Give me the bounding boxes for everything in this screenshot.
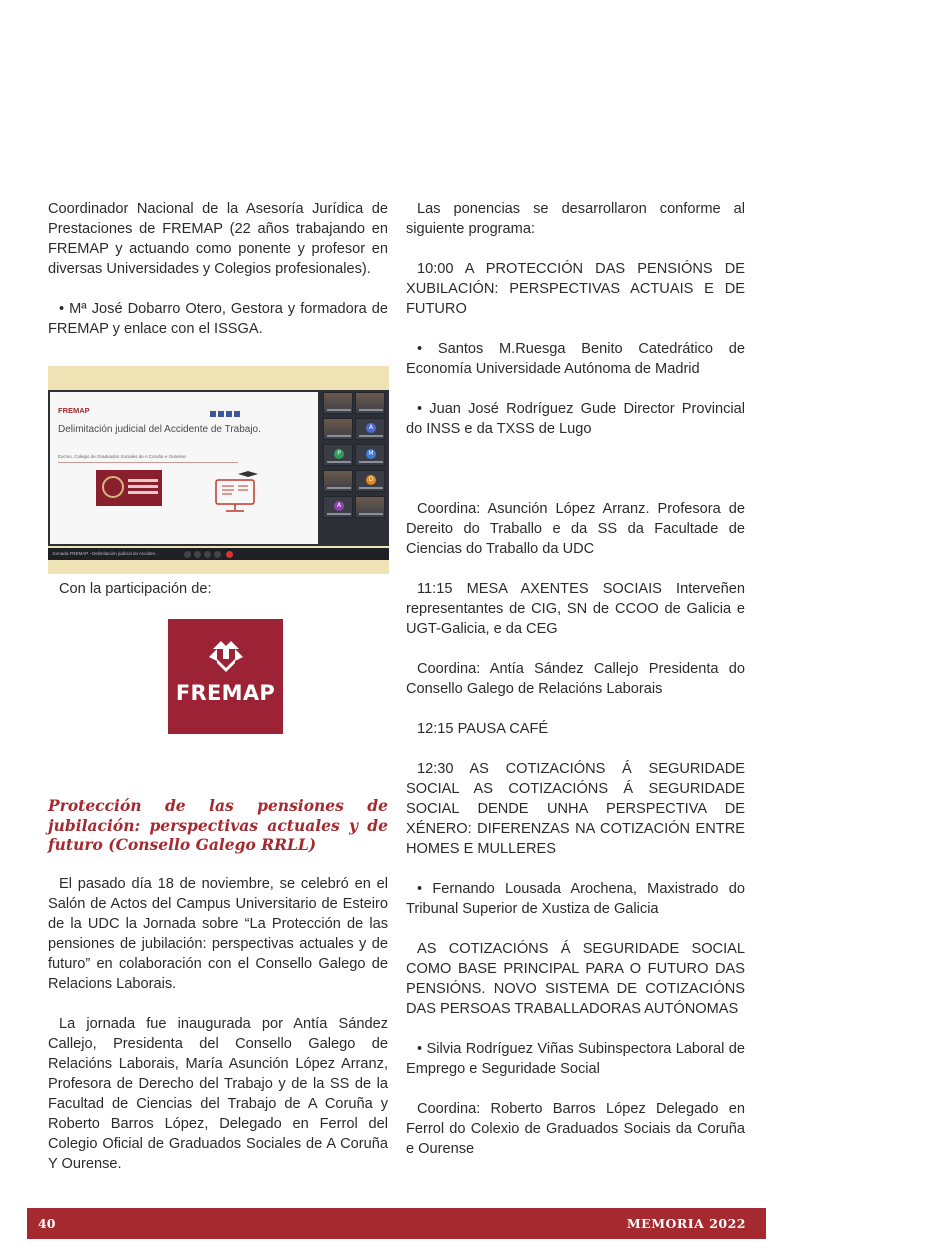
program-paragraph: Coordina: Antía Sández Callejo Presidenta do Consello Galego de Relacións Laborais xyxy=(406,661,745,697)
participant-avatar: A xyxy=(366,423,376,433)
fremap-logo xyxy=(168,619,283,734)
slide-social-icons xyxy=(210,404,310,410)
fremap-logo-text: FREMAP xyxy=(175,681,276,705)
program-paragraph: AS COTIZACIÓNS Á SEGURIDADE SOCIAL COMO BASE PRINCIPAL PARA O FUTURO DAS PENSIÓNS. NOVO SISTEMA DE COTIZACIÓNS DAS PERSOAS TRABALLADORAS AUTÓNOMAS xyxy=(406,941,745,1017)
participation-label: Con la participación de: xyxy=(59,581,212,597)
participant-avatar: M xyxy=(366,449,376,459)
program-paragraph: • Juan José Rodríguez Gude Director Provincial do INSS e da TXSS de Lugo xyxy=(406,401,745,437)
paragraph-inauguracion: La jornada fue inaugurada por Antía Sández Callejo, Presidenta del Consello Galego de Relacións Laborais, María Asunción López Arranz, Profesora de Derecho del Trabajo y de la SS de la Facultad de Ciencias del Trabajo de A Coruña y Roberto Barros López, Delegado en Ferrol del Colegio Oficial de Graduados Sociales de A Coruña Y Ourense. xyxy=(48,1016,388,1172)
share-icon xyxy=(204,551,211,558)
participant-avatar: D xyxy=(366,475,376,485)
program-paragraph: 12:30 AS COTIZACIÓNS Á SEGURIDADE SOCIAL AS COTIZACIÓNS Á SEGURIDADE SOCIAL DENDE UNHA PERSPECTIVA DE XÉNERO: DIFERENZAS NA COTIZACIÓN ENTRE HOMES E MULLERES xyxy=(406,761,745,857)
left-column-top xyxy=(48,199,388,359)
section-heading: Protección de las pensiones de jubilación: perspectivas actuales y de futuro (Consello Galego RRLL) xyxy=(48,796,388,854)
more-icon xyxy=(214,551,221,558)
video-call-screen xyxy=(48,390,389,556)
program-paragraph: 12:15 PAUSA CAFÉ xyxy=(417,721,549,737)
program-paragraph: • Fernando Lousada Arochena, Maxistrado do Tribunal Superior de Xustiza de Galicia xyxy=(406,881,745,917)
meeting-title: Jornada FREMAP - Delimitación judicial do Acciden... xyxy=(52,551,159,556)
participant-tile xyxy=(323,418,353,440)
left-column-bottom xyxy=(48,874,388,1194)
page-footer xyxy=(27,1208,766,1239)
hang-up-icon xyxy=(226,551,233,558)
publication-title: MEMORIA 2022 xyxy=(626,1216,746,1231)
participant-tile xyxy=(323,392,353,414)
participant-tiles xyxy=(321,392,387,522)
fremap-emblem-icon xyxy=(205,637,247,675)
program-paragraph: Coordina: Roberto Barros López Delegado en Ferrol do Colexio de Graduados Sociais da Coruña e Ourense xyxy=(406,1101,745,1157)
meeting-toolbar xyxy=(48,548,389,560)
program-paragraph: Las ponencias se desarrollaron conforme al siguiente programa: xyxy=(406,201,745,237)
program-paragraph: 10:00 A PROTECCIÓN DAS PENSIÓNS DE XUBILACIÓN: PERSPECTIVAS ACTUAIS E DE FUTURO xyxy=(406,261,745,317)
mic-icon xyxy=(184,551,191,558)
page-number: 40 xyxy=(38,1216,56,1231)
participant-tile xyxy=(355,444,385,466)
paragraph-coordinador: Coordinador Nacional de la Asesoría Jurídica de Prestaciones de FREMAP (22 años trabajando en FREMAP y actuando como ponente y profesor en diversas Universidades y Colegios profesionales). xyxy=(48,201,388,277)
computer-graduation-icon xyxy=(208,470,262,514)
slide-subtitle: Excmo. Colegio de Graduados Sociales de A Coruña e Ourense xyxy=(58,454,186,459)
program-paragraph: Coordina: Asunción López Arranz. Profesora de Dereito do Traballo e da SS da Facultade de Ciencias do Traballo da UDC xyxy=(406,501,745,557)
participant-tile xyxy=(355,418,385,440)
right-column-program xyxy=(406,199,745,1179)
participant-tile xyxy=(355,470,385,492)
participant-tile xyxy=(355,392,385,414)
slide-title: Delimitación judicial del Accidente de Trabajo. xyxy=(58,424,261,435)
program-paragraph: • Santos M.Ruesga Benito Catedrático de Economía Universidade Autónoma de Madrid xyxy=(406,341,745,377)
slide-divider xyxy=(58,462,238,463)
participant-tile xyxy=(323,470,353,492)
presentation-slide xyxy=(50,392,318,544)
program-paragraph: 11:15 MESA AXENTES SOCIAIS Interveñen representantes de CIG, SN de CCOO de Galicia e UGT-Galicia, e da CEG xyxy=(406,581,745,637)
participant-avatar: P xyxy=(334,449,344,459)
participant-tile xyxy=(323,496,353,518)
camera-icon xyxy=(194,551,201,558)
meeting-screenshot-image xyxy=(48,366,389,574)
participant-tile xyxy=(355,496,385,518)
paragraph-jornada-intro: El pasado día 18 de noviembre, se celebró en el Salón de Actos del Campus Universitario de Esteiro de la UDC la Jornada sobre “La Protección de las pensiones de jubilación: perspectivas actuales y de futuro” en colaboración con el Consello Galego de Relacions Laborais. xyxy=(48,876,388,992)
participant-avatar: A xyxy=(334,501,344,511)
paragraph-dobarro: • Mª José Dobarro Otero, Gestora y formadora de FREMAP y enlace con el ISSGA. xyxy=(48,301,388,337)
program-paragraph: • Silvia Rodríguez Viñas Subinspectora Laboral de Emprego e Seguridade Social xyxy=(406,1041,745,1077)
participant-tile xyxy=(323,444,353,466)
slide-fremap-logo: FREMAP xyxy=(58,406,90,415)
college-emblem xyxy=(96,470,162,506)
